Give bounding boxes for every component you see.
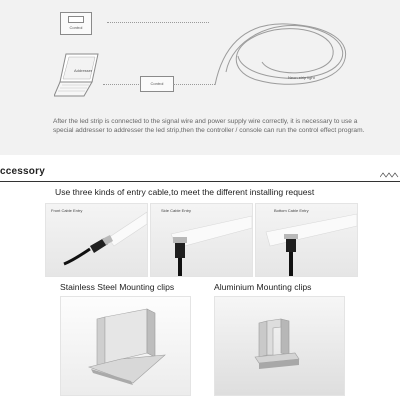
bottom-cable-entry-label: Bottom Cable Entry xyxy=(274,208,309,213)
front-cable-entry-label: Front Cable Entry xyxy=(51,208,83,213)
neon-strip-label: Neon strip light xyxy=(288,75,315,80)
section-title: ccessory xyxy=(0,166,45,177)
side-cable-entry-label: Side Cable Entry xyxy=(161,208,192,213)
side-cable-entry-photo xyxy=(150,203,253,277)
front-cable-entry-photo xyxy=(45,203,148,277)
connector-dotted-line xyxy=(107,22,209,23)
neon-strip-coil-icon xyxy=(212,10,362,100)
aluminium-clip-icon xyxy=(215,297,344,395)
side-cable-entry-icon xyxy=(151,204,252,276)
bottom-cable-entry-icon xyxy=(256,204,357,276)
stainless-clip-photo xyxy=(60,296,191,396)
stainless-clip-title: Stainless Steel Mounting clips xyxy=(60,282,175,292)
section-divider xyxy=(0,181,400,182)
computer-screen-label: Addresser xyxy=(74,68,93,73)
aluminium-clip-photo xyxy=(214,296,345,396)
connector-dotted-line xyxy=(173,84,215,85)
controller-label: Control xyxy=(69,25,83,30)
zigzag-decoration-icon xyxy=(380,172,400,178)
stainless-clip-icon xyxy=(61,297,190,395)
connector-dotted-line xyxy=(103,84,139,85)
controller-device xyxy=(60,12,92,35)
wiring-description: After the led strip is connected to the signal wire and power supply wire correctly, it is necessary to use a special addresser to addresser the led strip,then the controller / console can run the control effect program. xyxy=(53,118,365,134)
section-subtitle: Use three kinds of entry cable,to meet the different installing request xyxy=(55,187,315,197)
aluminium-clip-title: Aluminium Mounting clips xyxy=(214,282,312,292)
console-device xyxy=(140,76,174,92)
bottom-cable-entry-photo xyxy=(255,203,358,277)
laptop-icon xyxy=(54,52,104,98)
console-label: Control xyxy=(150,81,164,86)
controller-display-icon xyxy=(68,16,84,23)
front-cable-entry-icon xyxy=(46,204,147,276)
